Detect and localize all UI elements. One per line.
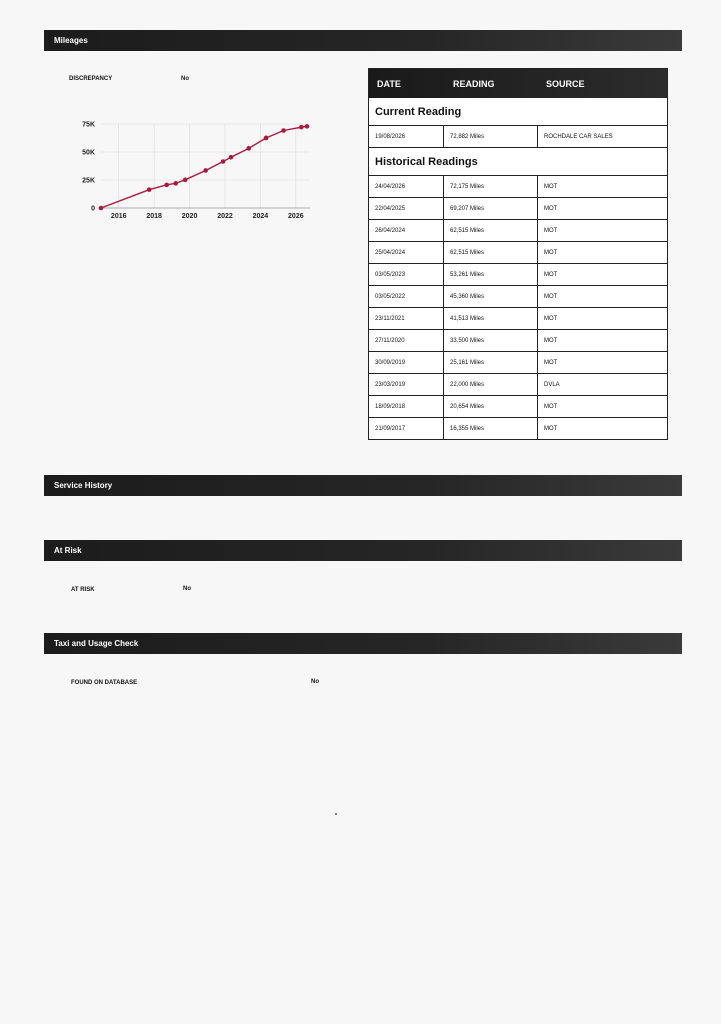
table-row [369, 307, 667, 329]
data-point [305, 124, 310, 129]
row-reading: 41,513 Miles [444, 308, 538, 329]
row-date: 23/03/2019 [369, 374, 444, 395]
data-point [183, 178, 188, 183]
found-on-database-value: No [311, 679, 319, 685]
discrepancy-label: DISCREPANCY [69, 76, 113, 82]
data-point [147, 187, 152, 192]
data-point [246, 146, 251, 151]
row-reading: 16,355 Miles [444, 418, 538, 439]
row-date: 03/05/2022 [369, 286, 444, 307]
row-date: 22/04/2025 [369, 198, 444, 219]
row-reading: 22,000 Miles [444, 374, 538, 395]
row-date: 18/09/2018 [369, 396, 444, 417]
current-reading-title: Current Reading [375, 105, 462, 118]
row-source: MOT [544, 205, 558, 212]
speck-mark [335, 813, 337, 815]
data-point [221, 159, 226, 164]
row-date: 21/09/2017 [369, 418, 444, 439]
row-source: MOT [544, 359, 558, 366]
service-history-section-title: Service History [54, 481, 113, 490]
table-row [369, 329, 667, 351]
discrepancy-value: No [181, 76, 189, 82]
row-reading: 62,515 Miles [444, 242, 538, 263]
row-reading: 72,175 Miles [444, 176, 538, 197]
table-row [369, 241, 667, 263]
row-reading: 33,500 Miles [444, 330, 538, 351]
table-row [369, 373, 667, 395]
table-row [369, 175, 667, 197]
row-source: MOT [544, 293, 558, 300]
row-date: 25/04/2024 [369, 242, 444, 263]
x-tick-label: 2022 [217, 213, 233, 220]
table-row [369, 417, 667, 439]
data-point [203, 168, 208, 173]
row-source: ROCHDALE CAR SALES [544, 133, 613, 140]
row-date: 03/05/2023 [369, 264, 444, 285]
x-tick-label: 2026 [288, 213, 304, 220]
row-source: MOT [544, 425, 558, 432]
header-reading: READING [453, 78, 495, 89]
table-row [369, 285, 667, 307]
at-risk-value: No [183, 586, 191, 592]
y-tick-label: 50K [82, 149, 95, 157]
data-point [99, 206, 104, 211]
table-row [369, 395, 667, 417]
taxi-usage-section-header [44, 633, 682, 654]
row-reading: 53,261 Miles [444, 264, 538, 285]
at-risk-label: AT RISK [71, 587, 95, 593]
row-date: 23/11/2021 [369, 308, 444, 329]
mileages-section-title: Mileages [54, 36, 88, 45]
row-date: 24/04/2026 [369, 176, 444, 197]
at-risk-section-title: At Risk [54, 546, 82, 555]
row-date: 27/11/2020 [369, 330, 444, 351]
y-tick-label: 0 [91, 205, 95, 213]
row-date: 30/09/2019 [369, 352, 444, 373]
data-point [173, 181, 178, 186]
row-reading: 62,515 Miles [444, 220, 538, 241]
found-on-database-label: FOUND ON DATABASE [71, 680, 138, 686]
table-row [369, 351, 667, 373]
row-date: 19/08/2026 [369, 126, 444, 147]
x-tick-label: 2018 [146, 213, 162, 220]
row-source: MOT [544, 337, 558, 344]
taxi-usage-section-title: Taxi and Usage Check [54, 639, 139, 648]
table-row [369, 125, 667, 147]
row-reading: 69,207 Miles [444, 198, 538, 219]
table-row [369, 219, 667, 241]
data-point [264, 136, 269, 141]
table-row [369, 263, 667, 285]
mileages-section-header [44, 30, 682, 51]
row-reading: 72,882 Miles [444, 126, 538, 147]
service-history-section-header [44, 475, 682, 496]
y-tick-label: 25K [82, 177, 95, 185]
mileage-readings-table [368, 68, 668, 440]
row-reading: 45,360 Miles [444, 286, 538, 307]
row-source: MOT [544, 315, 558, 322]
data-point [281, 128, 286, 133]
row-source: DVLA [544, 381, 560, 388]
data-point [229, 155, 234, 160]
row-reading: 25,161 Miles [444, 352, 538, 373]
row-source: MOT [544, 227, 558, 234]
row-source: MOT [544, 271, 558, 278]
header-date: DATE [377, 78, 401, 89]
row-reading: 20,654 Miles [444, 396, 538, 417]
mileage-chart [60, 112, 320, 224]
row-source: MOT [544, 249, 558, 256]
y-tick-label: 75K [82, 121, 95, 129]
x-tick-label: 2016 [110, 213, 127, 220]
table-row [369, 197, 667, 219]
row-source: MOT [544, 183, 558, 190]
row-source: MOT [544, 403, 558, 410]
x-tick-label: 2024 [252, 213, 269, 220]
header-source: SOURCE [546, 78, 585, 89]
row-date: 26/04/2024 [369, 220, 444, 241]
mileage-series-line [101, 126, 307, 208]
data-point [299, 125, 304, 130]
historical-readings-title: Historical Readings [369, 147, 667, 175]
data-point [164, 183, 169, 188]
table-header [369, 69, 667, 98]
at-risk-section-header [44, 540, 682, 561]
x-tick-label: 2020 [181, 213, 198, 220]
